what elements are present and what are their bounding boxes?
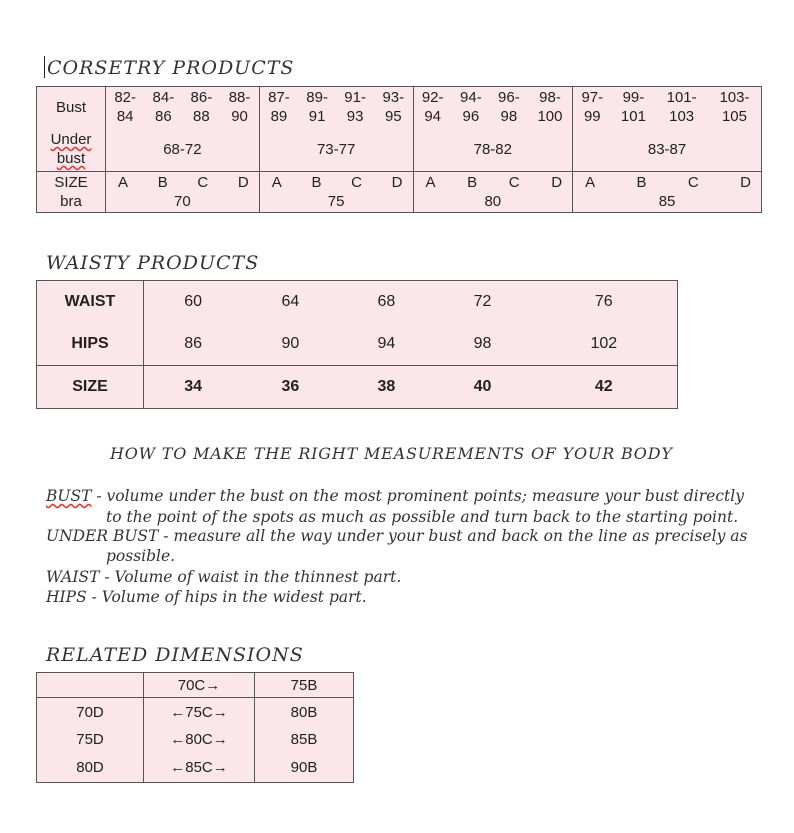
related-cell: ←85C→ bbox=[144, 752, 255, 783]
size-value: 42 bbox=[531, 366, 678, 409]
measurement-instructions-title: HOW TO MAKE THE RIGHT MEASUREMENTS OF YOUR BODY bbox=[110, 444, 673, 463]
bust-cell: 99- 101 bbox=[620, 89, 646, 125]
bust-cell: 89- 91 bbox=[306, 89, 328, 125]
related-dimensions-title: RELATED DIMENSIONS bbox=[46, 644, 304, 666]
under-bust-range: 83-87 bbox=[647, 140, 687, 158]
waist-label: WAIST bbox=[37, 281, 144, 324]
waist-value: 76 bbox=[594, 293, 613, 310]
bust-label: Bust bbox=[37, 87, 106, 128]
related-cell: ←75C→ bbox=[144, 698, 255, 727]
waist-row bbox=[37, 281, 678, 324]
hips-row bbox=[37, 323, 678, 366]
bust-cell: 98- 100 bbox=[528, 87, 573, 128]
related-row bbox=[37, 698, 354, 727]
bust-instruction-line-2: to the point of the spots as much as possible and turn back to the starting point. bbox=[106, 508, 739, 526]
size-value: 36 bbox=[242, 366, 338, 409]
bust-cell: 94- 96 bbox=[460, 89, 482, 125]
bra-size-group bbox=[106, 172, 260, 213]
bust-cell: 84- 86 bbox=[152, 89, 175, 125]
bust-cell: 93- 95 bbox=[374, 87, 413, 128]
related-header-cell bbox=[37, 673, 144, 698]
size-value: 40 bbox=[434, 366, 530, 409]
cup-c: C bbox=[687, 174, 699, 191]
cup-b: B bbox=[311, 174, 322, 191]
cup-b: B bbox=[467, 174, 478, 191]
under-bust-instruction-line-1: UNDER BUST - measure all the way under your bust and back on the line as precisely as bbox=[46, 527, 748, 545]
under-bust-range: 68-72 bbox=[106, 127, 260, 172]
corsetry-size-table bbox=[36, 86, 762, 213]
cup-a: A bbox=[585, 174, 596, 191]
cup-b: B bbox=[636, 174, 647, 191]
size-value: 38 bbox=[338, 366, 434, 409]
waist-value: 60 bbox=[184, 293, 203, 310]
bra-size-group bbox=[573, 172, 762, 213]
bust-cell: 91- 93 bbox=[344, 89, 366, 125]
hips-value: 98 bbox=[473, 335, 492, 352]
bust-cell: 86- 88 bbox=[190, 89, 213, 125]
waist-value: 72 bbox=[473, 293, 492, 310]
bust-cell: 92- 94 bbox=[421, 89, 444, 125]
cup-b: B bbox=[157, 174, 168, 191]
cup-a: A bbox=[118, 174, 129, 191]
hips-value: 94 bbox=[377, 335, 396, 352]
under-bust-instruction-line-2: possible. bbox=[106, 547, 176, 565]
hips-value: 90 bbox=[281, 335, 300, 352]
related-dimensions-table bbox=[36, 672, 354, 783]
waisty-size-row bbox=[37, 366, 678, 409]
under-bust-label: Under bust bbox=[37, 127, 106, 172]
bra-size-group bbox=[259, 172, 413, 213]
under-bust-range: 78-82 bbox=[413, 127, 573, 172]
cup-c: C bbox=[351, 174, 362, 191]
band-size: 75 bbox=[327, 193, 345, 210]
bra-size-label: SIZE bra bbox=[37, 172, 106, 213]
band-size: 80 bbox=[484, 193, 502, 210]
related-header-cell: 75B bbox=[255, 673, 354, 698]
related-cell: ←80C→ bbox=[144, 726, 255, 752]
waist-instruction: WAIST - Volume of waist in the thinnest part. bbox=[46, 568, 402, 586]
waisty-size-table bbox=[36, 280, 678, 409]
bust-term: BUST bbox=[46, 487, 92, 505]
under-bust-row bbox=[37, 127, 762, 172]
hips-label: HIPS bbox=[37, 323, 144, 366]
cup-c: C bbox=[197, 174, 209, 191]
text-cursor bbox=[44, 56, 45, 78]
cup-d: D bbox=[391, 174, 403, 191]
related-cell: 80B bbox=[290, 703, 318, 721]
bust-cell: 87- 89 bbox=[268, 89, 290, 125]
bra-size-row bbox=[37, 172, 762, 213]
related-cell: 85B bbox=[290, 730, 318, 748]
waisty-title: WAISTY PRODUCTS bbox=[46, 252, 260, 274]
cup-d: D bbox=[237, 174, 249, 191]
bust-cell: 96- 98 bbox=[498, 89, 520, 125]
related-cell: 80D bbox=[37, 752, 144, 783]
related-row bbox=[37, 726, 354, 752]
bust-cell: 82- 84 bbox=[114, 89, 137, 125]
cup-d: D bbox=[740, 174, 751, 191]
band-size: 85 bbox=[658, 193, 676, 210]
cup-a: A bbox=[425, 174, 436, 191]
bust-cell: 88- 90 bbox=[220, 87, 259, 128]
waisty-size-label: SIZE bbox=[37, 366, 144, 409]
bust-instruction-line-1: BUST - volume under the bust on the most prominent points; measure your bust directly bbox=[46, 487, 744, 505]
cup-d: D bbox=[551, 174, 563, 191]
waist-value: 68 bbox=[377, 293, 396, 310]
cup-a: A bbox=[271, 174, 282, 191]
cup-c: C bbox=[508, 174, 520, 191]
related-cell: 90B bbox=[290, 758, 318, 776]
hips-value: 102 bbox=[590, 335, 618, 352]
bust-cell: 103- 105 bbox=[719, 89, 750, 125]
related-cell: 70D bbox=[37, 698, 144, 727]
bust-row bbox=[37, 87, 762, 128]
hips-instruction: HIPS - Volume of hips in the widest part. bbox=[46, 588, 367, 606]
bust-cell: 101- 103 bbox=[666, 89, 697, 125]
related-row bbox=[37, 752, 354, 783]
related-cell: 75D bbox=[37, 726, 144, 752]
corsetry-title: CORSETRY PRODUCTS bbox=[44, 56, 294, 79]
waist-value: 64 bbox=[281, 293, 300, 310]
under-bust-range: 73-77 bbox=[259, 127, 413, 172]
hips-value: 86 bbox=[184, 335, 203, 352]
band-size: 70 bbox=[174, 193, 191, 210]
bust-cell: 97- 99 bbox=[581, 89, 604, 125]
bra-size-group bbox=[413, 172, 573, 213]
related-header-row bbox=[37, 673, 354, 698]
size-value: 34 bbox=[144, 366, 243, 409]
related-header-cell: 70C→ bbox=[144, 673, 255, 698]
